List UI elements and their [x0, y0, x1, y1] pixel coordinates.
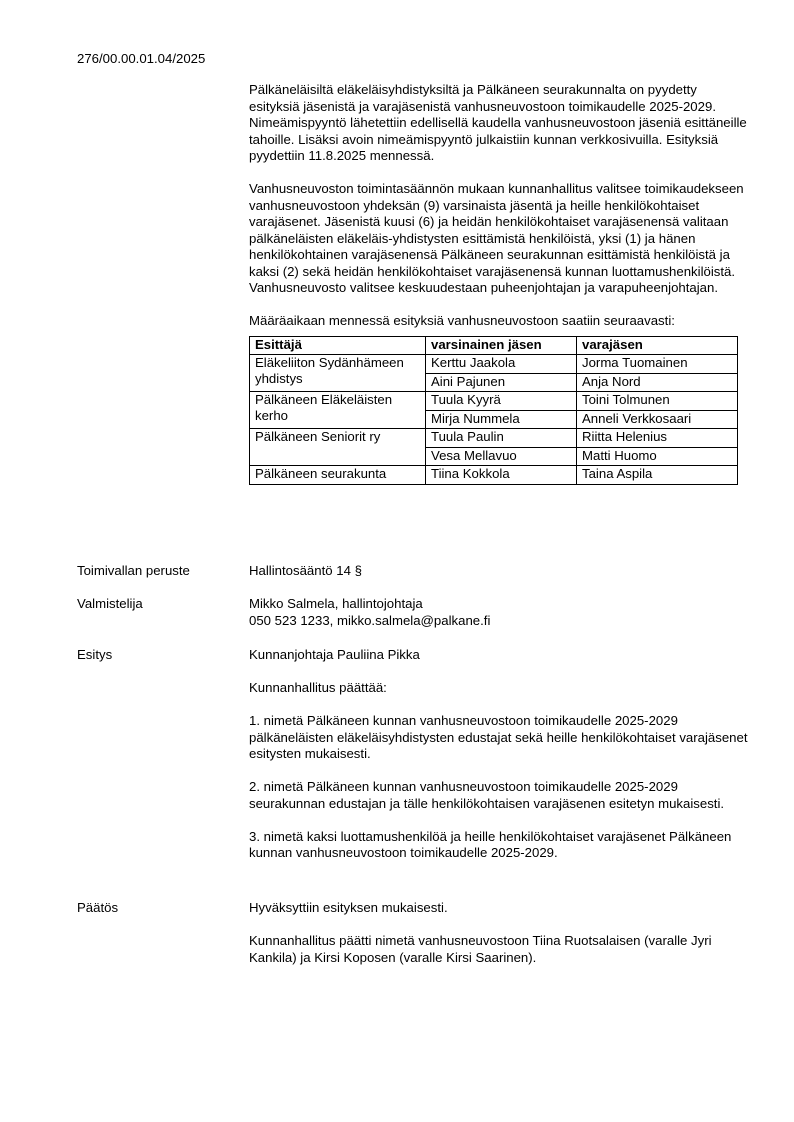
table-header-row: [250, 336, 738, 355]
preparer-block: [249, 596, 749, 629]
table-row: [250, 392, 738, 411]
document-id: 276/00.00.01.04/2025: [77, 51, 206, 66]
proposal-presenter: Kunnanjohtaja Pauliina Pikka: [249, 647, 420, 662]
table-row: [250, 355, 738, 374]
deputy-cell: Taina Aspila: [577, 466, 738, 485]
preparer-contact: 050 523 1233, mikko.salmela@palkane.fi: [249, 612, 491, 628]
deputy-cell: Jorma Tuomainen: [577, 355, 738, 374]
proposal-item: 2. nimetä Pälkäneen kunnan vanhusneuvostoon toimikaudelle 2025-2029 seurakunnan edustajan ja tälle henkilökohtaisen varajäsenen esitetyn mukaisesti.: [249, 779, 725, 811]
proposer-cell: Pälkäneen Eläkeläisten kerho: [250, 392, 426, 429]
preparer-name: Mikko Salmela, hallintojohtaja: [249, 596, 423, 611]
proposal-decides: Kunnanhallitus päättää:: [249, 680, 387, 695]
proposer-cell: Pälkäneen seurakunta: [250, 466, 426, 485]
proposal-block: [249, 647, 749, 878]
member-cell: Kerttu Jaakola: [426, 355, 577, 374]
member-cell: Tiina Kokkola: [426, 466, 577, 485]
member-cell: Aini Pajunen: [426, 373, 577, 392]
proposer-cell: Eläkeliiton Sydänhämeen yhdistys: [250, 355, 426, 392]
deputy-cell: Matti Huomo: [577, 447, 738, 466]
proposal-item: 1. nimetä Pälkäneen kunnan vanhusneuvostoon toimikaudelle 2025-2029 pälkäneläisten eläkeläisyhdistysten edustajat sekä heille henkilökohtaiset varajäsenet esitysten mukaisesti.: [249, 713, 748, 761]
table-row: [250, 429, 738, 448]
intro-paragraph: Määräaikaan mennessä esityksiä vanhusneuvostoon saatiin seuraavasti:: [249, 313, 675, 328]
table-row: [250, 466, 738, 485]
proposer-cell: Pälkäneen Seniorit ry: [250, 429, 426, 466]
decision-block: [249, 900, 749, 983]
deputy-cell: Anja Nord: [577, 373, 738, 392]
intro-paragraph: Pälkäneläisiltä eläkeläisyhdistyksiltä ja Pälkäneen seurakunnalta on pyydetty esityksiä jäsenistä ja varajäsenistä vanhusneuvostoon toimikaudelle 2025-2029. Nimeämispyyntö lähetettiin edellisellä kaudella vanhusneuvostoon jäseniä esittäneille tahoille. Lisäksi avoin nimeämispyyntö julkaistiin kunnan verkkosivuilla. Esityksiä pyydettiin 11.8.2025 mennessä.: [249, 82, 747, 163]
authority-label: Toimivallan peruste: [77, 563, 190, 578]
member-cell: Mirja Nummela: [426, 410, 577, 429]
proposal-item: 3. nimetä kaksi luottamushenkilöä ja heille henkilökohtaiset varajäsenet Pälkäneen kunnan vanhusneuvostoon toimikaudelle 2025-2029.: [249, 828, 732, 860]
decision-text: Hyväksyttiin esityksen mukaisesti.: [249, 900, 448, 915]
decision-label: Päätös: [77, 900, 119, 915]
member-cell: Vesa Mellavuo: [426, 447, 577, 466]
deputy-cell: Toini Tolmunen: [577, 392, 738, 411]
decision-detail: Kunnanhallitus päätti nimetä vanhusneuvostoon Tiina Ruotsalaisen (varalle Jyri Kankila) ja Kirsi Koposen (varalle Kirsi Saarinen).: [249, 933, 712, 965]
authority-text: Hallintosääntö 14 §: [249, 563, 362, 578]
preparer-label: Valmistelija: [77, 596, 143, 611]
deputy-cell: Anneli Verkkosaari: [577, 410, 738, 429]
member-cell: Tuula Paulin: [426, 429, 577, 448]
intro-paragraph: Vanhusneuvoston toimintasäännön mukaan kunnanhallitus valitsee toimikaudekseen vanhusneuvostoon yhdeksän (9) varsinaista jäsentä ja heille henkilökohtaiset varajäsenet. Jäsenistä kuusi (6) ja heidän henkilökohtaiset varajäsenensä valitaan pälkäneläisten eläkeläis-yhdistysten esittämistä henkilöistä, yksi (1) ja hänen henkilökohtainen varajäsenensä Pälkäneen seurakunnan esittämistä henkilöistä ja kaksi (2) sekä heidän henkilökohtaiset varajäsenensä kunnan luottamushenkilöistä. Vanhusneuvosto valitsee keskuudestaan puheenjohtajan ja varapuheenjohtajan.: [249, 181, 744, 295]
deputy-cell: Riitta Helenius: [577, 429, 738, 448]
intro-section: [249, 82, 749, 485]
header-member: varsinainen jäsen: [426, 336, 577, 355]
member-cell: Tuula Kyyrä: [426, 392, 577, 411]
proposals-table: [249, 336, 738, 485]
header-deputy: varajäsen: [577, 336, 738, 355]
header-proposer: Esittäjä: [250, 336, 426, 355]
proposal-label: Esitys: [77, 647, 113, 662]
